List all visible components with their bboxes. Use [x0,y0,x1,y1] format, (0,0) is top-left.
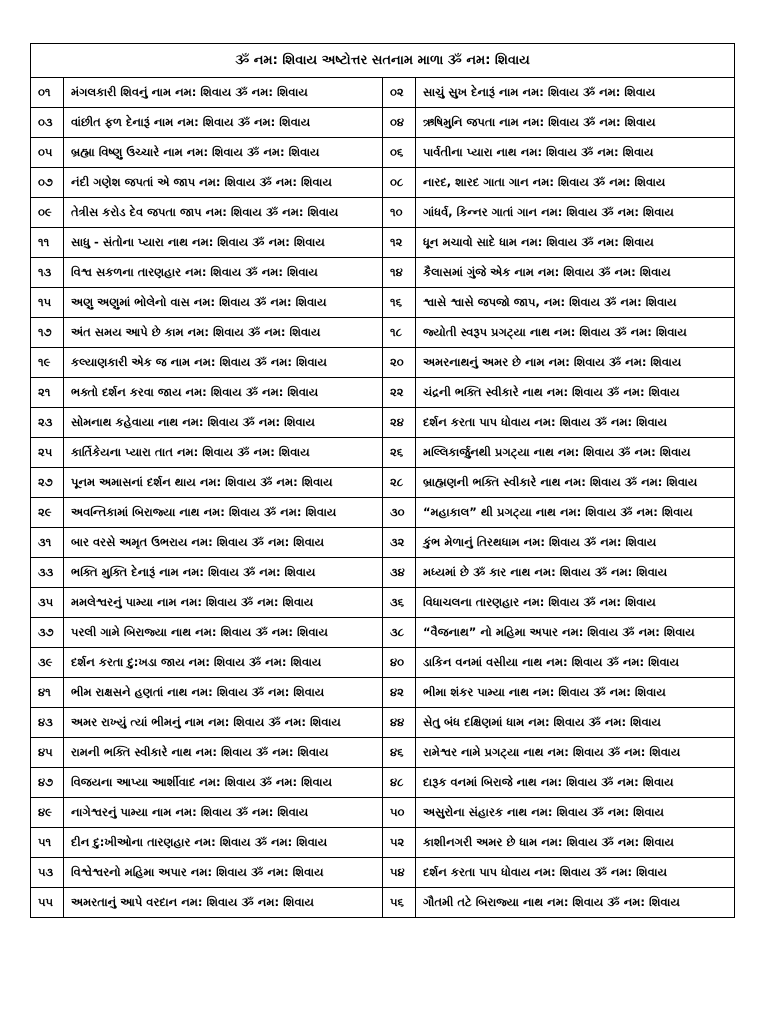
entry-text: વિધાચલના તારણહાર નમ: શિવાય ૐ નમ: શિવાય [416,588,735,618]
entry-text: બાર વરસે અમૃત ઉભરાય નમ: શિવાય ૐ નમ: શિવાય [64,528,383,558]
table-row [31,858,735,888]
entry-text: નંદી ગણેશ જપતાં એ જાપ નમ: શિવાય ૐ નમ: શિવાય [64,168,383,198]
entry-number: ૪૦ [383,648,416,678]
table-row [31,438,735,468]
entry-number: ૫૧ [31,828,64,858]
entry-number: ૫૪ [383,858,416,888]
entry-text: કલ્યાણકારી એક જ નામ નમ: શિવાય ૐ નમ: શિવાય [64,348,383,378]
entry-number: ૦૮ [383,168,416,198]
entry-text: ભીમ રાક્ષસને હણતાં નાથ નમ: શિવાય ૐ નમ: શિવાય [64,678,383,708]
entry-text: મમલેશ્વરનું પામ્યા નામ નમ: શિવાય ૐ નમ: શિવાય [64,588,383,618]
entry-text: અમર રાખ્યું ત્યાં ભીમનું નામ નમ: શિવાય ૐ નમ: શિવાય [64,708,383,738]
entry-text: નારદ, શારદ ગાતા ગાન નમ: શિવાય ૐ નમ: શિવાય [416,168,735,198]
entry-number: ૨૩ [31,408,64,438]
entry-text: ભીમા શંકર પામ્યા નાથ નમ: શિવાય ૐ નમ: શિવાય [416,678,735,708]
entry-number: ૧૩ [31,258,64,288]
entry-text: મંગલકારી શિવનું નામ નમ: શિવાય ૐ નમ: શિવાય [64,78,383,108]
entry-text: કાશીનગરી અમર છે ધામ નમ: શિવાય ૐ નમ: શિવાય [416,828,735,858]
entry-number: ૪૫ [31,738,64,768]
entry-number: ૪૨ [383,678,416,708]
entry-number: ૨૮ [383,468,416,498]
table-row [31,318,735,348]
table-row [31,528,735,558]
table-row [31,588,735,618]
entry-number: ૩૨ [383,528,416,558]
entry-number: ૫૫ [31,888,64,918]
title-row [31,44,735,78]
entry-text: ચંદ્રની ભક્તિ સ્વીકારે નાથ નમ: શિવાય ૐ નમ: શિવાય [416,378,735,408]
entry-text: અણુ અણુમાં ભોલેનો વાસ નમ: શિવાય ૐ નમ: શિવાય [64,288,383,318]
entry-text: શ્વાસે શ્વાસે જપજો જાપ, નમ: શિવાય ૐ નમ: શિવાય [416,288,735,318]
entry-text: દર્શન કરતા દુ:ખડા જાય નમ: શિવાય ૐ નમ: શિવાય [64,648,383,678]
entry-number: ૩૮ [383,618,416,648]
table-row [31,888,735,918]
entry-number: ૨૪ [383,408,416,438]
entry-text: ભક્તિ મુક્તિ દેનારૂં નામ નમ: શિવાય ૐ નમ: શિવાય [64,558,383,588]
table-row [31,768,735,798]
entry-number: ૪૬ [383,738,416,768]
entry-text: અમરતાનું આપે વરદાન નમ: શિવાય ૐ નમ: શિવાય [64,888,383,918]
table-row [31,708,735,738]
entry-number: ૨૭ [31,468,64,498]
entry-number: ૧૫ [31,288,64,318]
table-row [31,558,735,588]
table-row [31,138,735,168]
table-row [31,168,735,198]
table-row [31,228,735,258]
entry-number: ૧૬ [383,288,416,318]
entry-text: “મહાકાલ” થી પ્રગટ્યા નાથ નમ: શિવાય ૐ નમ: શિવાય [416,498,735,528]
table-row [31,798,735,828]
entry-number: ૨૨ [383,378,416,408]
table-row [31,288,735,318]
table-row [31,678,735,708]
entry-text: વાંછીત ફળ દેનારૂં નામ નમ: શિવાય ૐ નમ: શિવાય [64,108,383,138]
entry-number: ૦૬ [383,138,416,168]
entry-number: ૦૧ [31,78,64,108]
entry-text: ગૌતમી તટે બિરાજ્યા નાથ નમ: શિવાય ૐ નમ: શિવાય [416,888,735,918]
entry-text: ધૂન મચાવો સાદે ધામ નમ: શિવાય ૐ નમ: શિવાય [416,228,735,258]
entry-text: પરલી ગામે બિરાજ્યા નાથ નમ: શિવાય ૐ નમ: શિવાય [64,618,383,648]
entry-number: ૫૨ [383,828,416,858]
entry-text: વિશ્વ સકળના તારણહાર નમ: શિવાય ૐ નમ: શિવાય [64,258,383,288]
entry-text: ડાકિન વનમાં વસીયા નાથ નમ: શિવાય ૐ નમ: શિવાય [416,648,735,678]
entry-text: અંત સમય આપે છે કામ નમ: શિવાય ૐ નમ: શિવાય [64,318,383,348]
entry-text: ઋષિમુનિ જપતા નામ નમ: શિવાય ૐ નમ: શિવાય [416,108,735,138]
entry-number: ૧૧ [31,228,64,258]
page-title: ૐ નમ: શિવાય અષ્ટોત્તર સતનામ માળા ૐ નમ: શિવાય [31,44,735,78]
entry-number: ૩૧ [31,528,64,558]
table-row [31,198,735,228]
entry-text: પૂનમ અમાસનાં દર્શન થાય નમ: શિવાય ૐ નમ: શિવાય [64,468,383,498]
entry-number: ૦૩ [31,108,64,138]
entry-text: સોમનાથ કહેવાયા નાથ નમ: શિવાય ૐ નમ: શિવાય [64,408,383,438]
entry-number: ૧૭ [31,318,64,348]
entry-text: અવન્તિકામાં બિરાજ્યા નાથ નમ: શિવાય ૐ નમ: શિવાય [64,498,383,528]
entry-text: દીન દુ:ખીઓના તારણહાર નમ: શિવાય ૐ નમ: શિવાય [64,828,383,858]
entry-number: ૨૧ [31,378,64,408]
table-row [31,648,735,678]
entry-text: રામની ભક્તિ સ્વીકારે નાથ નમ: શિવાય ૐ નમ: શિવાય [64,738,383,768]
entry-text: સાધુ - સંતોના પ્યારા નાથ નમ: શિવાય ૐ નમ: શિવાય [64,228,383,258]
entry-text: ભક્તો દર્શન કરવા જાય નમ: શિવાય ૐ નમ: શિવાય [64,378,383,408]
entry-text: મધ્યમાં છે ૐ કાર નાથ નમ: શિવાય ૐ નમ: શિવાય [416,558,735,588]
table-row [31,78,735,108]
entry-text: સેતુ બંધ દક્ષિણમાં ધામ નમ: શિવાય ૐ નમ: શિવાય [416,708,735,738]
table-row [31,108,735,138]
entry-number: ૩૪ [383,558,416,588]
entry-text: વિજયના આપ્યા આર્શીવાદ નમ: શિવાય ૐ નમ: શિવાય [64,768,383,798]
table-row [31,738,735,768]
entry-text: રામેશ્વર નામે પ્રગટ્યા નાથ નમ: શિવાય ૐ નમ: શિવાય [416,738,735,768]
table-row [31,348,735,378]
entry-text: નાગેશ્વરનું પામ્યા નામ નમ: શિવાય ૐ નમ: શિવાય [64,798,383,828]
table-row [31,618,735,648]
entry-number: ૪૩ [31,708,64,738]
entry-number: ૧૨ [383,228,416,258]
entry-number: ૩૬ [383,588,416,618]
table-row [31,258,735,288]
entry-text: વિશ્વેશ્વરનો મહિમા અપાર નમ: શિવાય ૐ નમ: શિવાય [64,858,383,888]
entry-number: ૨૦ [383,348,416,378]
entry-number: ૪૮ [383,768,416,798]
entry-text: તેત્રીસ કરોડ દેવ જપતા જાપ નમ: શિવાય ૐ નમ: શિવાય [64,198,383,228]
entry-number: ૦૪ [383,108,416,138]
entry-text: કાર્તિકેયના પ્યારા તાત નમ: શિવાય ૐ નમ: શિવાય [64,438,383,468]
entry-number: ૧૯ [31,348,64,378]
entry-number: ૩૭ [31,618,64,648]
entry-text: કુંભ મેળાનું તિરથધામ નમ: શિવાય ૐ નમ: શિવાય [416,528,735,558]
entry-text: ગાંધર્વ, કિન્નર ગાતાં ગાન નમ: શિવાય ૐ નમ: શિવાય [416,198,735,228]
names-table [30,43,735,918]
entry-number: ૩૫ [31,588,64,618]
entry-number: ૨૫ [31,438,64,468]
table-body [31,78,735,918]
entry-text: કૈલાસમાં ગુંજે એક નામ નમ: શિવાય ૐ નમ: શિવાય [416,258,735,288]
entry-number: ૨૯ [31,498,64,528]
table-row [31,378,735,408]
entry-text: દર્શન કરતા પાપ ધોવાય નમ: શિવાય ૐ નમ: શિવાય [416,858,735,888]
entry-number: ૩૩ [31,558,64,588]
entry-number: ૦૨ [383,78,416,108]
entry-number: ૦૯ [31,198,64,228]
entry-number: ૦૭ [31,168,64,198]
entry-number: ૦૫ [31,138,64,168]
entry-number: ૪૭ [31,768,64,798]
entry-text: મલ્લિકાર્જુનથી પ્રગટ્યા નાથ નમ: શિવાય ૐ નમ: શિવાય [416,438,735,468]
entry-number: ૧૦ [383,198,416,228]
entry-text: દર્શન કરતા પાપ ધોવાય નમ: શિવાય ૐ નમ: શિવાય [416,408,735,438]
entry-number: ૫૦ [383,798,416,828]
entry-text: અમરનાથનું અમર છે નામ નમ: શિવાય ૐ નમ: શિવાય [416,348,735,378]
entry-text: દારૂક વનમાં બિરાજે નાથ નમ: શિવાય ૐ નમ: શિવાય [416,768,735,798]
entry-number: ૧૮ [383,318,416,348]
entry-text: “વૈજનાથ” નો મહિમા અપાર નમ: શિવાય ૐ નમ: શિવાય [416,618,735,648]
entry-number: ૨૬ [383,438,416,468]
entry-text: બ્રાહ્મણની ભક્તિ સ્વીકારે નાથ નમ: શિવાય ૐ નમ: શિવાય [416,468,735,498]
entry-number: ૫૩ [31,858,64,888]
entry-text: જ્યોતી સ્વરૂપ પ્રગટ્યા નાથ નમ: શિવાય ૐ નમ: શિવાય [416,318,735,348]
table-row [31,468,735,498]
entry-number: ૪૯ [31,798,64,828]
table-row [31,498,735,528]
entry-text: સાચું સુખ દેનારૂં નામ નમ: શિવાય ૐ નમ: શિવાય [416,78,735,108]
entry-text: બ્રહ્મા વિષ્ણુ ઉચ્ચારે નામ નમ: શિવાય ૐ નમ: શિવાય [64,138,383,168]
entry-number: ૧૪ [383,258,416,288]
entry-number: ૪૧ [31,678,64,708]
entry-number: ૫૬ [383,888,416,918]
entry-text: પાર્વતીના પ્યારા નાથ નમ: શિવાય ૐ નમ: શિવાય [416,138,735,168]
table-row [31,828,735,858]
table-row [31,408,735,438]
entry-number: ૩૯ [31,648,64,678]
entry-text: અસુરોના સંહારક નાથ નમ: શિવાય ૐ નમ: શિવાય [416,798,735,828]
entry-number: ૪૪ [383,708,416,738]
entry-number: ૩૦ [383,498,416,528]
